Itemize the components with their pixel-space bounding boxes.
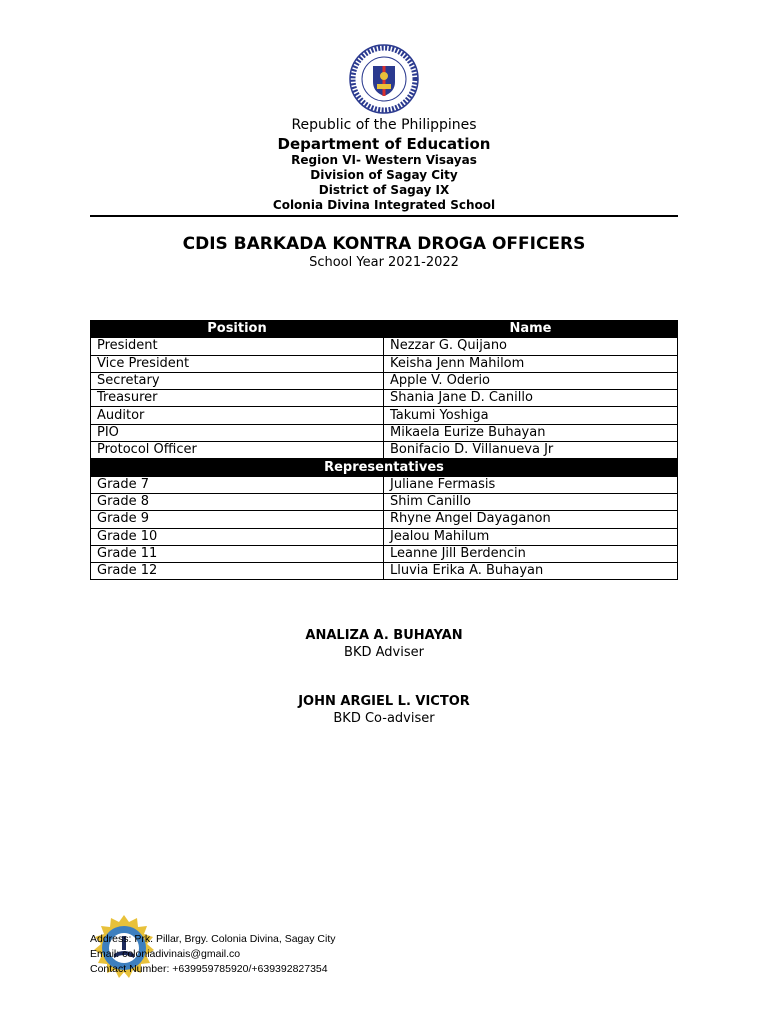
position-cell: Grade 8 <box>91 493 384 510</box>
header-divider <box>90 215 678 217</box>
position-cell: Grade 9 <box>91 511 384 528</box>
adviser-name: ANALIZA A. BUHAYAN <box>305 628 463 643</box>
table-row <box>91 338 678 355</box>
name-column-header: Name <box>384 321 678 338</box>
table-row <box>91 407 678 424</box>
table-row <box>91 424 678 441</box>
division-heading: Division of Sagay City <box>310 168 458 182</box>
table-row <box>91 442 678 459</box>
footer-contact <box>90 932 335 977</box>
district-heading: District of Sagay IX <box>318 183 450 197</box>
position-cell: PIO <box>91 424 384 441</box>
name-cell: Leanne Jill Berdencin <box>384 545 678 562</box>
table-row <box>91 372 678 389</box>
name-cell: Rhyne Angel Dayaganon <box>384 511 678 528</box>
position-cell: Protocol Officer <box>91 442 384 459</box>
name-cell: Nezzar G. Quijano <box>384 338 678 355</box>
deped-seal-icon <box>349 44 419 114</box>
name-cell: Takumi Yoshiga <box>384 407 678 424</box>
footer-contact-number: Contact Number: +639959785920/+639392827354 <box>90 963 328 975</box>
table-row <box>91 493 678 510</box>
co-adviser-name: JOHN ARGIEL L. VICTOR <box>298 694 470 709</box>
co-adviser-role: BKD Co-adviser <box>333 711 435 726</box>
position-cell: Vice President <box>91 355 384 372</box>
footer-email: Email: coloniadivinais@gmail.co <box>90 948 241 960</box>
school-heading: Colonia Divina Integrated School <box>272 198 496 212</box>
position-cell: Treasurer <box>91 390 384 407</box>
position-cell: Grade 7 <box>91 476 384 493</box>
position-cell: Auditor <box>91 407 384 424</box>
name-cell: Shania Jane D. Canillo <box>384 390 678 407</box>
name-cell: Juliane Fermasis <box>384 476 678 493</box>
region-heading: Region VI- Western Visayas <box>291 153 477 167</box>
table-row <box>91 528 678 545</box>
position-cell: Grade 10 <box>91 528 384 545</box>
name-cell: Mikaela Eurize Buhayan <box>384 424 678 441</box>
name-cell: Keisha Jenn Mahilom <box>384 355 678 372</box>
republic-heading: Republic of the Philippines <box>291 117 477 133</box>
name-cell: Jealou Mahilum <box>384 528 678 545</box>
position-column-header: Position <box>91 321 384 338</box>
position-cell: President <box>91 338 384 355</box>
table-row <box>91 390 678 407</box>
name-cell: Bonifacio D. Villanueva Jr <box>384 442 678 459</box>
position-cell: Secretary <box>91 372 384 389</box>
footer-address: Address: Prk. Pillar, Brgy. Colonia Divina, Sagay City <box>90 933 336 945</box>
table-row <box>91 511 678 528</box>
position-cell: Grade 12 <box>91 563 384 580</box>
position-cell: Grade 11 <box>91 545 384 562</box>
officers-table <box>90 320 678 580</box>
adviser-role: BKD Adviser <box>344 645 424 660</box>
name-cell: Apple V. Oderio <box>384 372 678 389</box>
representatives-header-row <box>91 459 678 476</box>
name-cell: Shim Canillo <box>384 493 678 510</box>
school-year: School Year 2021-2022 <box>309 255 459 270</box>
table-row <box>91 476 678 493</box>
name-cell: Lluvia Erika A. Buhayan <box>384 563 678 580</box>
table-row <box>91 355 678 372</box>
department-heading: Department of Education <box>277 135 491 153</box>
table-row <box>91 563 678 580</box>
table-header-row <box>91 321 678 338</box>
table-row <box>91 545 678 562</box>
document-title: CDIS BARKADA KONTRA DROGA OFFICERS <box>182 234 586 254</box>
representatives-header: Representatives <box>91 459 678 476</box>
